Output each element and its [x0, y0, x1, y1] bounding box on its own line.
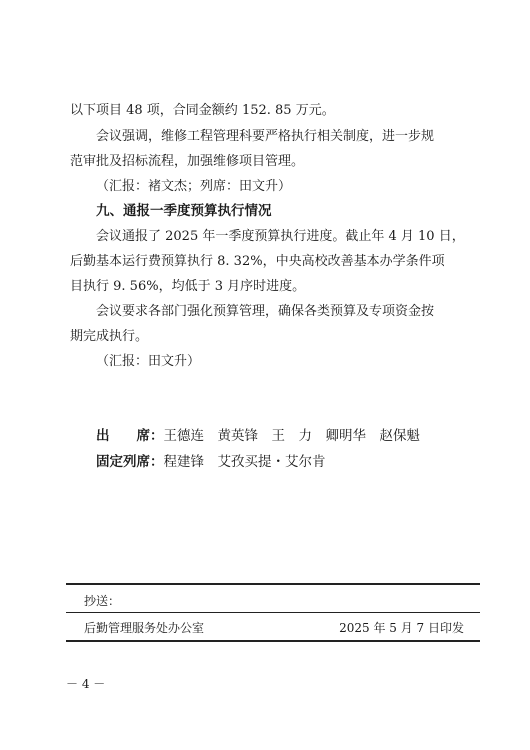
- issue-date: 2025 年 5 月 7 日印发: [339, 621, 464, 635]
- paragraph-line: 期完成执行。: [70, 329, 149, 344]
- paragraph-line: 目执行 9. 56%，均低于 3 月序时进度。: [70, 279, 306, 294]
- report-note: （汇报：田文升）: [96, 354, 201, 369]
- fixed-attendees-row: [96, 450, 326, 474]
- paragraph-line: 以下项目 48 项，合同金额约 152. 85 万元。: [70, 103, 335, 118]
- paragraph-line: 会议强调，维修工程管理科要严格执行相关制度，进一步规: [96, 129, 435, 144]
- issuer: 后勤管理服务处办公室: [84, 621, 205, 635]
- report-note: （汇报：褚文杰；列席：田文升）: [96, 179, 292, 194]
- paragraph-line: 会议通报了 2025 年一季度预算执行进度。截止年 4 月 10 日，: [96, 229, 465, 244]
- fixed-attendees-names: 程建锋 艾孜买提・艾尔肯: [163, 454, 326, 470]
- paragraph-line: 后勤基本运行费预算执行 8. 32%，中央高校改善基本办学条件项: [70, 254, 445, 269]
- footer-bottom-rule: [66, 640, 480, 642]
- cc-label: 抄送：: [84, 594, 121, 608]
- present-row: [96, 424, 420, 448]
- paragraph-line: 会议要求各部门强化预算管理，确保各类预算及专项资金按: [96, 304, 435, 319]
- fixed-attendees-label: 固定列席：: [96, 454, 164, 470]
- page-number: － 4 －: [66, 677, 106, 691]
- section-heading: 九、通报一季度预算执行情况: [96, 203, 272, 219]
- footer-middle-rule: [66, 612, 480, 613]
- footer-top-rule: [66, 583, 480, 585]
- paragraph-line: 范审批及招标流程，加强维修项目管理。: [70, 154, 305, 169]
- present-names: 王德连 黄英锋 王 力 卿明华 赵保魁: [163, 428, 420, 444]
- present-label: 出 席：: [96, 428, 164, 444]
